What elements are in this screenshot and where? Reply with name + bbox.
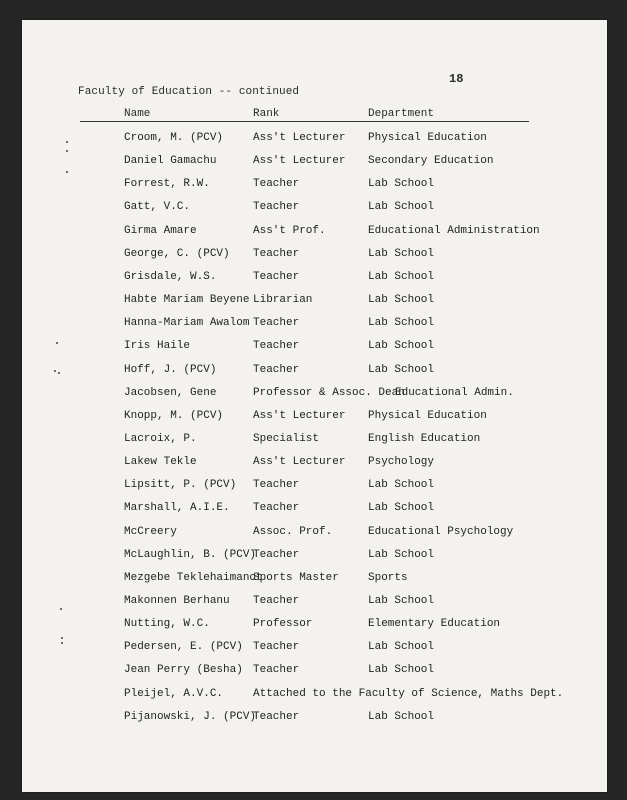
staff-department: Physical Education [368,132,487,144]
staff-rank: Teacher [253,247,300,260]
staff-department: Lab School [368,363,435,376]
staff-department: Lab School [368,710,435,723]
staff-name: McCreery [124,525,177,538]
page-number: 18 [449,72,464,86]
staff-department: Lab School [368,641,435,654]
staff-rank: Librarian [253,294,313,306]
margin-mark [66,171,68,173]
staff-department: Lab School [368,595,435,607]
staff-department: Lab School [368,479,435,492]
margin-mark [54,370,56,372]
staff-department: English Education [368,432,481,445]
staff-name: Gatt, V.C. [124,201,191,214]
staff-rank: Ass't Lecturer [253,132,346,144]
margin-mark [61,642,63,644]
staff-rank: Specialist [253,432,320,445]
margin-mark [58,372,60,374]
staff-name: McLaughlin, B. (PCV) [124,548,257,561]
header-department: Department [368,108,435,120]
table-row [0,410,627,428]
staff-department: Lab School [368,178,435,191]
staff-name: Lacroix, P. [124,432,197,445]
table-row [0,595,627,613]
table-row [0,641,627,659]
header-rule [80,121,529,122]
staff-name: Girma Amare [124,224,197,237]
staff-department: Secondary Education [368,155,494,168]
staff-department: Lab School [368,294,435,306]
staff-department: Physical Education [368,409,487,422]
staff-rank: Teacher [253,479,300,492]
table-row [0,502,627,520]
margin-mark [66,141,68,143]
staff-department: Lab School [368,247,435,260]
margin-mark [56,342,58,344]
staff-department: Lab School [368,502,435,515]
staff-name: Jacobsen, Gene [124,386,217,399]
table-row [0,248,627,266]
table-row [0,711,627,729]
staff-department: Psychology [368,456,435,469]
staff-department: Lab School [368,201,435,214]
table-row [0,526,627,544]
staff-name: Mezgebe Teklehaimanot [124,571,263,584]
staff-rank: Teacher [253,178,300,191]
staff-department: Educational Psychology [368,525,514,538]
staff-department: Lab School [368,664,435,677]
staff-name: Pleijel, A.V.C. [124,687,224,700]
staff-name: Lipsitt, P. (PCV) [124,479,237,492]
table-row [0,178,627,196]
staff-department: Lab School [368,548,435,561]
table-row [0,433,627,451]
staff-department: Lab School [368,270,435,283]
staff-rank: Teacher [253,710,300,723]
staff-name: Grisdale, W.S. [124,270,217,283]
staff-name: Makonnen Berhanu [124,595,230,607]
staff-rank: Sports Master [253,571,339,584]
staff-rank: Teacher [253,340,300,353]
staff-rank: Ass't Prof. [253,224,326,237]
staff-name: Lakew Tekle [124,456,197,469]
staff-department: Educational Admin. [395,386,514,399]
staff-rank: Ass't Lecturer [253,409,346,422]
table-row [0,618,627,636]
staff-name: Croom, M. (PCV) [124,132,224,144]
staff-name: Pijanowski, J. (PCV) [124,710,257,723]
table-row [0,155,627,173]
staff-name: Marshall, A.I.E. [124,502,230,515]
table-row [0,479,627,497]
staff-name: Habte Mariam Beyene [124,294,250,306]
staff-department: Elementary Education [368,618,501,631]
staff-department: Educational Administration [368,224,540,237]
header-rank: Rank [253,108,280,120]
staff-name: Nutting, W.C. [124,618,210,631]
table-row [0,456,627,474]
table-row [0,294,627,312]
table-row [0,201,627,219]
staff-rank: Attached to the Faculty of Science, Maths Dept. [253,687,564,700]
table-row [0,572,627,590]
staff-name: Iris Haile [124,340,191,353]
staff-rank: Teacher [253,548,300,561]
staff-rank: Teacher [253,595,300,607]
staff-rank: Teacher [253,641,300,654]
table-row [0,132,627,150]
staff-rank: Teacher [253,317,300,330]
staff-name: Jean Perry (Besha) [124,664,243,677]
staff-rank: Ass't Lecturer [253,456,346,469]
staff-name: Knopp, M. (PCV) [124,409,224,422]
staff-name: Hoff, J. (PCV) [124,363,217,376]
staff-rank: Assoc. Prof. [253,525,333,538]
margin-mark [61,637,63,639]
staff-department: Lab School [368,340,435,353]
margin-mark [60,608,62,610]
header-name: Name [124,108,151,120]
section-title: Faculty of Education -- continued [78,86,300,98]
table-row [0,364,627,382]
staff-name: George, C. (PCV) [124,247,230,260]
staff-name: Daniel Gamachu [124,155,217,168]
staff-rank: Teacher [253,502,300,515]
staff-rank: Professor [253,618,313,631]
margin-mark [66,150,68,152]
staff-rank: Professor & Assoc. Dean [253,386,405,399]
staff-rank: Teacher [253,270,300,283]
staff-rank: Teacher [253,664,300,677]
table-row [0,340,627,358]
staff-rank: Teacher [253,363,300,376]
table-row [0,271,627,289]
table-row [0,688,627,706]
staff-rank: Ass't Lecturer [253,155,346,168]
table-row [0,225,627,243]
staff-name: Hanna-Mariam Awalom [124,317,250,330]
table-row [0,549,627,567]
table-row [0,387,627,405]
staff-name: Pedersen, E. (PCV) [124,641,243,654]
table-row [0,664,627,682]
staff-rank: Teacher [253,201,300,214]
staff-department: Sports [368,571,408,584]
staff-name: Forrest, R.W. [124,178,210,191]
table-row [0,317,627,335]
staff-department: Lab School [368,317,435,330]
